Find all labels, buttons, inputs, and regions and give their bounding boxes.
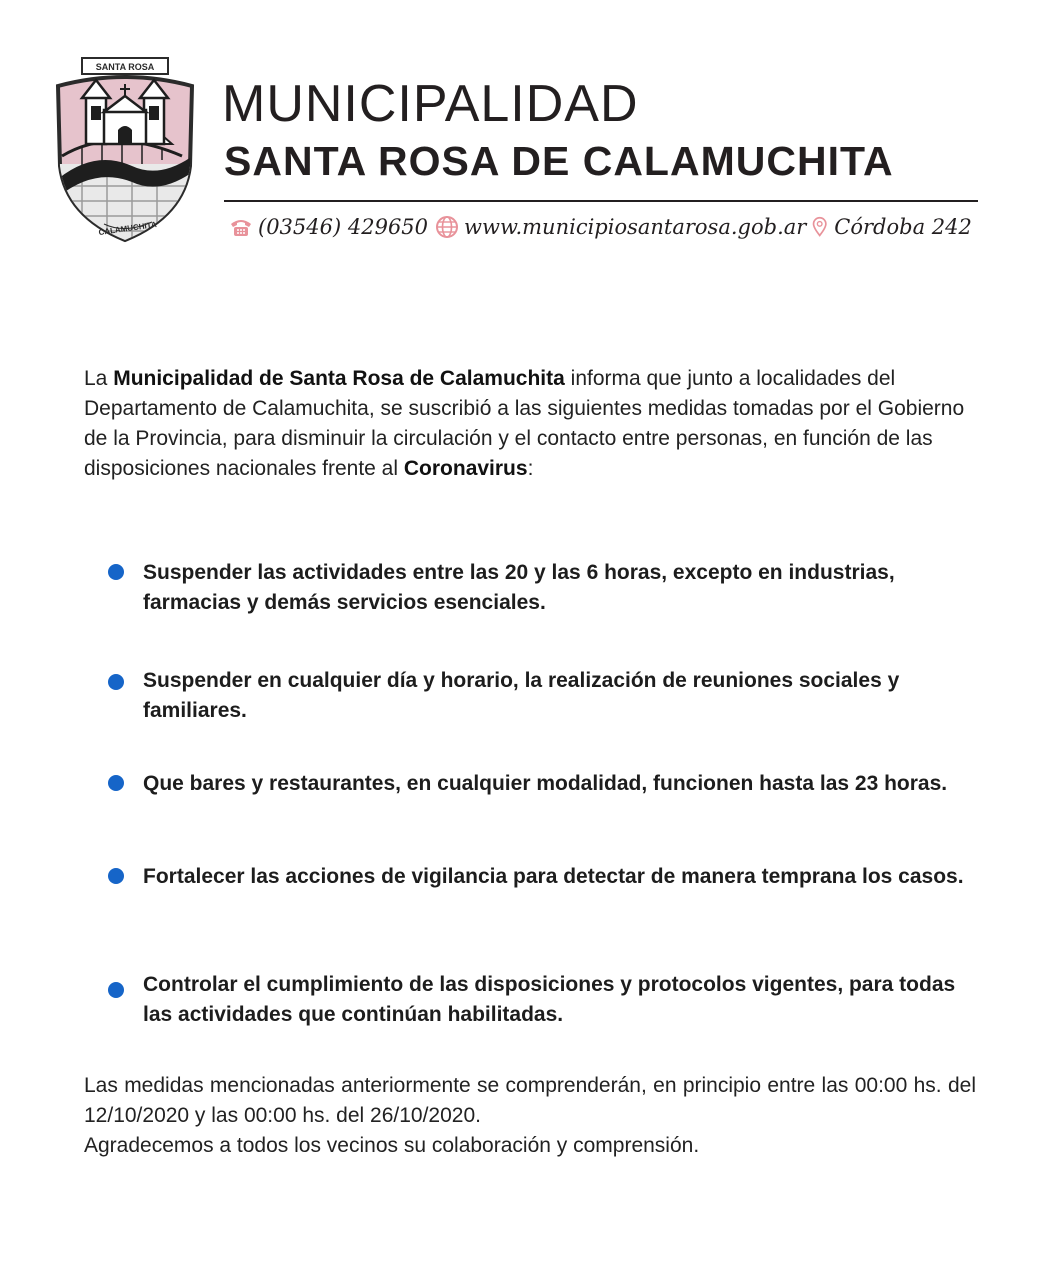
measure-text: Fortalecer las acciones de vigilancia para detectar de manera temprana los casos.: [143, 865, 964, 888]
intro-text-2: informa que junto a localidades del Departamento de Calamuchita, se suscribió a las siguientes medidas tomadas por el Gobierno de la Provincia, para disminuir la circulación y el contacto entre personas, en función de las disposiciones nacionales frente al: [84, 367, 965, 480]
intro-text-3: :: [527, 457, 534, 480]
measure-text: Suspender en cualquier día y horario, la realización de reuniones sociales y familiares.: [143, 669, 900, 722]
closing-dates-text: Las medidas mencionadas anteriormente se comprenderán, en principio entre las 00:00 hs. del 12/10/2020 y las 00:00 hs. del 26/10/2020.: [84, 1074, 976, 1127]
bullet-dot: [108, 982, 124, 998]
intro-org-name: Municipalidad de Santa Rosa de Calamuchita: [113, 367, 565, 390]
intro-topic: Coronavirus: [403, 457, 528, 480]
intro-text-1: La: [84, 367, 114, 390]
municipal-crest-logo: [52, 56, 198, 246]
intro-paragraph: [84, 364, 976, 484]
contact-line: [228, 210, 978, 244]
crest-bottom-text: CALAMUCHITA: [98, 219, 158, 238]
globe-icon: [434, 214, 460, 240]
measure-text: Suspender las actividades entre las 20 y las 6 horas, excepto en industrias, farmacias y demás servicios esenciales.: [143, 561, 895, 614]
header-title-municipalidad: MUNICIPALIDAD: [222, 75, 639, 133]
phone-icon: [228, 214, 254, 240]
bullet-dot: [108, 564, 124, 580]
website-link[interactable]: www.municipiosantarosa.gob.ar: [464, 215, 807, 239]
closing-paragraph: [84, 1071, 976, 1161]
crest-top-text: SANTA ROSA: [95, 62, 155, 72]
phone-number: (03546) 429650: [258, 215, 429, 239]
bullet-dot: [108, 674, 124, 690]
location-pin-icon: [812, 214, 832, 240]
closing-thanks-text: Agradecemos a todos los vecinos su colaboración y comprensión.: [84, 1134, 700, 1157]
bullet-dot: [108, 775, 124, 791]
bullet-dot: [108, 868, 124, 884]
header-title-town: SANTA ROSA DE CALAMUCHITA: [224, 138, 894, 184]
header-divider: [224, 200, 978, 202]
measure-text: Que bares y restaurantes, en cualquier modalidad, funcionen hasta las 23 horas.: [143, 772, 948, 795]
measure-text: Controlar el cumplimiento de las disposiciones y protocolos vigentes, para todas las actividades que continúan habilitadas.: [143, 973, 956, 1026]
address: Córdoba 242: [834, 215, 972, 239]
